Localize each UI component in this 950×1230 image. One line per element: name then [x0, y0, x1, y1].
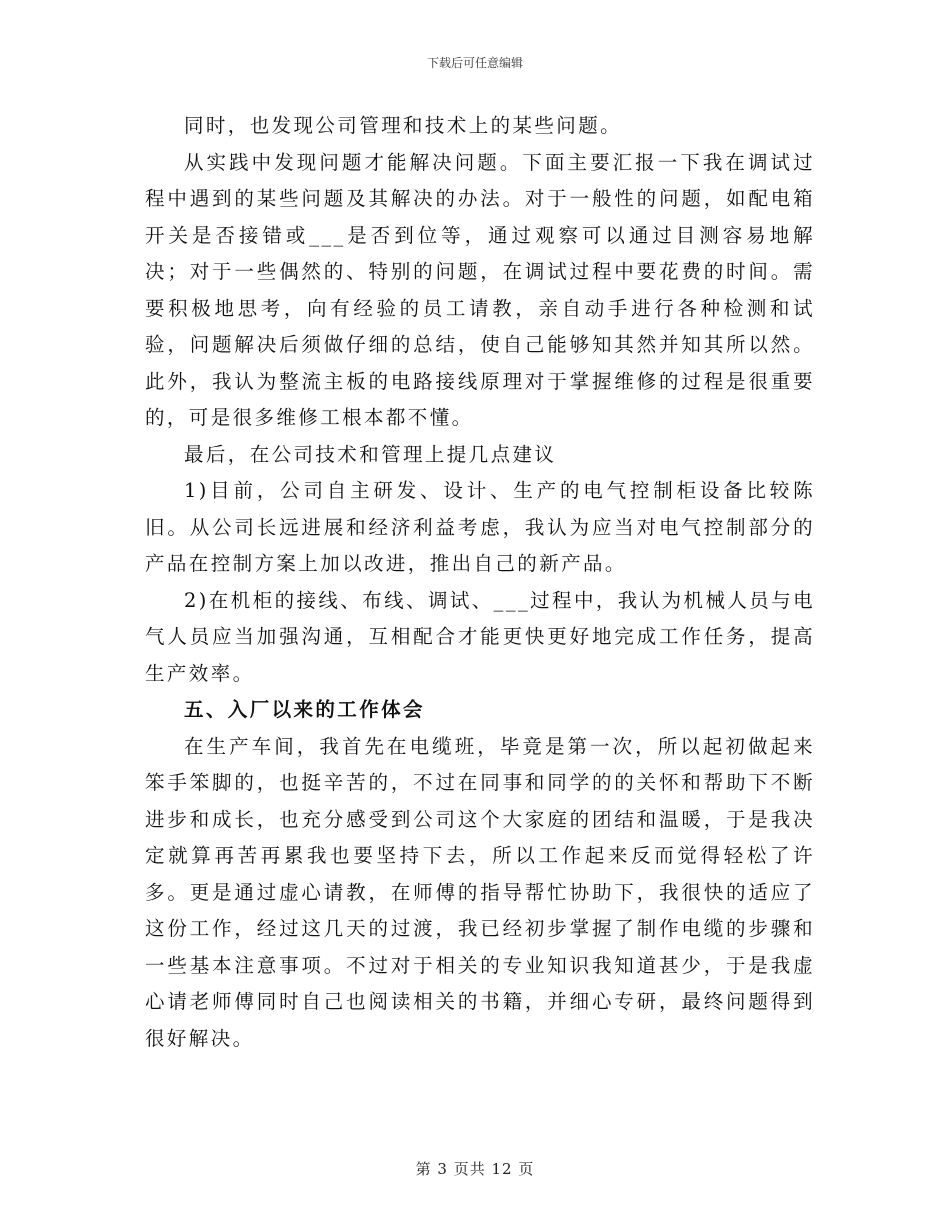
paragraph: 最后，在公司技术和管理上提几点建议 — [184, 442, 557, 466]
page-number: 第 3 页共 12 页 — [415, 1160, 535, 1178]
paragraph: 在生产车间，我首先在电缆班，毕竟是第一次，所以起初做起来笨手笨脚的，也挺辛苦的，不过在同事和同学的的关怀和帮助下不断进步和成长，也充分感受到公司这个大家庭的团结和温暖，于是我决定就算再苦再累我也要坚持下去，所以工作起来反而觉得轻松了许多。更是通过虚心请教，在师傅的指导帮忙协助下，我很快的适应了这份工作，经过这几天的过渡，我已经初步掌握了制作电缆的步骤和一些基本注意事项。不过对于相关的专业知识我知道甚少，于是我虚心请老师傅同时自己也阅读相关的书籍，并细心专研，最终问题得到很好解决。 — [145, 734, 815, 1050]
document-body — [145, 108, 815, 1057]
page-header: 下载后可任意编辑 — [426, 56, 523, 70]
section-heading: 五、入厂以来的工作体会 — [184, 698, 425, 721]
paragraph: 从实践中发现问题才能解决问题。下面主要汇报一下我在调试过程中遇到的某些问题及其解决的办法。对于一般性的问题，如配电箱开关是否接错或___是否到位等，通过观察可以通过目测容易地解决；对于一些偶然的、特别的问题，在调试过程中要花费的时间。需要积极地思考，向有经验的员工请教，亲自动手进行各种检测和试验，问题解决后须做仔细的总结，使自己能够知其然并知其所以然。此外，我认为整流主板的电路接线原理对于掌握维修的过程是很重要的，可是很多维修工根本都不懂。 — [145, 150, 815, 429]
paragraph: 2)在机柜的接线、布线、调试、___过程中，我认为机械人员与电气人员应当加强沟通，互相配合才能更快更好地完成工作任务，提高生产效率。 — [145, 588, 815, 685]
paragraph: 1)目前，公司自主研发、设计、生产的电气控制柜设备比较陈旧。从公司长远进展和经济利益考虑，我认为应当对电气控制部分的产品在控制方案上加以改进，推出自己的新产品。 — [145, 479, 815, 575]
paragraph: 同时，也发现公司管理和技术上的某些问题。 — [184, 114, 623, 137]
